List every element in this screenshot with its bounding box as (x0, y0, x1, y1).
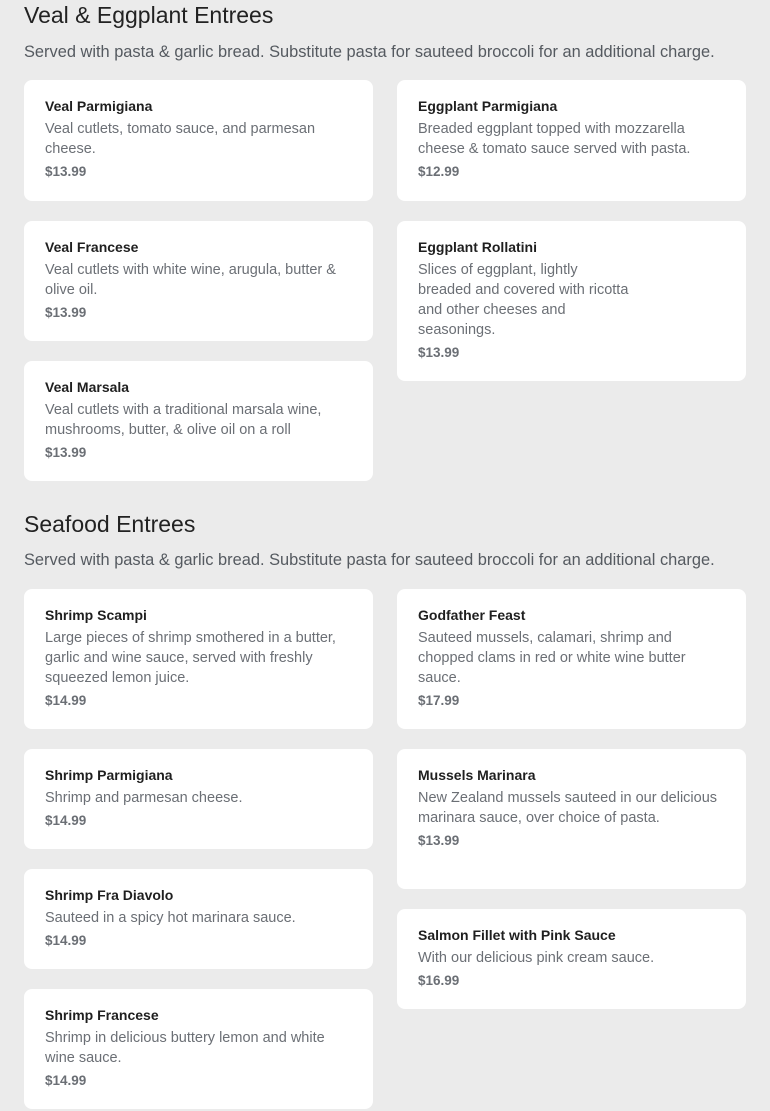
item-description: Veal cutlets with a traditional marsala wine, mushrooms, butter, & olive oil on a roll (45, 402, 322, 438)
item-price: $13.99 (45, 305, 87, 320)
item-price: $13.99 (418, 833, 460, 848)
menu-item-shrimp-parmigiana[interactable] (24, 749, 373, 849)
item-description: Shrimp and parmesan cheese. (45, 790, 243, 806)
item-name: Shrimp Scampi (45, 607, 147, 623)
item-name: Mussels Marinara (418, 767, 536, 783)
item-price: $14.99 (45, 933, 87, 948)
item-description: Sauteed mussels, calamari, shrimp and chopped clams in red or white wine butter sauce. (418, 630, 686, 686)
item-name: Godfather Feast (418, 607, 526, 623)
menu-item-shrimp-fra-diavolo[interactable] (24, 869, 373, 969)
item-price: $13.99 (45, 445, 87, 460)
item-price: $13.99 (418, 345, 460, 360)
item-name: Eggplant Parmigiana (418, 98, 558, 114)
menu-item-shrimp-scampi[interactable] (24, 589, 373, 729)
item-name: Shrimp Fra Diavolo (45, 887, 174, 903)
menu-item-mussels-marinara[interactable] (397, 749, 746, 889)
item-name: Veal Francese (45, 239, 139, 255)
item-name: Shrimp Parmigiana (45, 767, 173, 783)
item-description: Breaded eggplant topped with mozzarella cheese & tomato sauce served with pasta. (418, 121, 691, 157)
item-price: $14.99 (45, 1073, 87, 1088)
item-price: $14.99 (45, 813, 87, 828)
item-description: Veal cutlets, tomato sauce, and parmesan cheese. (45, 121, 316, 157)
menu-item-salmon-fillet-pink-sauce[interactable] (397, 909, 746, 1009)
item-name: Salmon Fillet with Pink Sauce (418, 927, 616, 943)
item-description: Shrimp in delicious buttery lemon and white wine sauce. (45, 1030, 325, 1066)
item-description: Sauteed in a spicy hot marinara sauce. (45, 910, 296, 926)
item-price: $17.99 (418, 693, 460, 708)
item-name: Eggplant Rollatini (418, 239, 537, 255)
item-price: $14.99 (45, 693, 87, 708)
section-title-seafood: Seafood Entrees (24, 511, 196, 537)
section-description-veal-eggplant: Served with pasta & garlic bread. Substitute pasta for sauteed broccoli for an additional charge. (24, 43, 715, 61)
item-description: Veal cutlets with white wine, arugula, butter & olive oil. (45, 262, 336, 298)
section-description-seafood: Served with pasta & garlic bread. Substitute pasta for sauteed broccoli for an additional charge. (24, 551, 715, 569)
menu-item-eggplant-rollatini[interactable] (397, 221, 746, 381)
item-name: Veal Parmigiana (45, 98, 153, 114)
item-name: Veal Marsala (45, 379, 130, 395)
menu-item-eggplant-parmigiana[interactable] (397, 80, 746, 201)
menu-item-veal-francese[interactable] (24, 221, 373, 341)
item-description: With our delicious pink cream sauce. (418, 950, 655, 966)
menu-item-shrimp-francese[interactable] (24, 989, 373, 1109)
item-description: Large pieces of shrimp smothered in a butter, garlic and wine sauce, served with freshly squeezed lemon juice. (45, 630, 336, 686)
menu-item-godfather-feast[interactable] (397, 589, 746, 729)
item-price: $16.99 (418, 973, 460, 988)
menu-item-veal-marsala[interactable] (24, 361, 373, 481)
item-description: New Zealand mussels sauteed in our delicious marinara sauce, over choice of pasta. (418, 790, 718, 826)
item-price: $13.99 (45, 164, 87, 179)
item-price: $12.99 (418, 164, 460, 179)
item-description: Slices of eggplant, lightly breaded and covered with ricotta and other cheeses and seasonings. (418, 262, 629, 338)
section-title-veal-eggplant: Veal & Eggplant Entrees (24, 2, 274, 28)
item-name: Shrimp Francese (45, 1007, 159, 1023)
menu-item-veal-parmigiana[interactable] (24, 80, 373, 201)
